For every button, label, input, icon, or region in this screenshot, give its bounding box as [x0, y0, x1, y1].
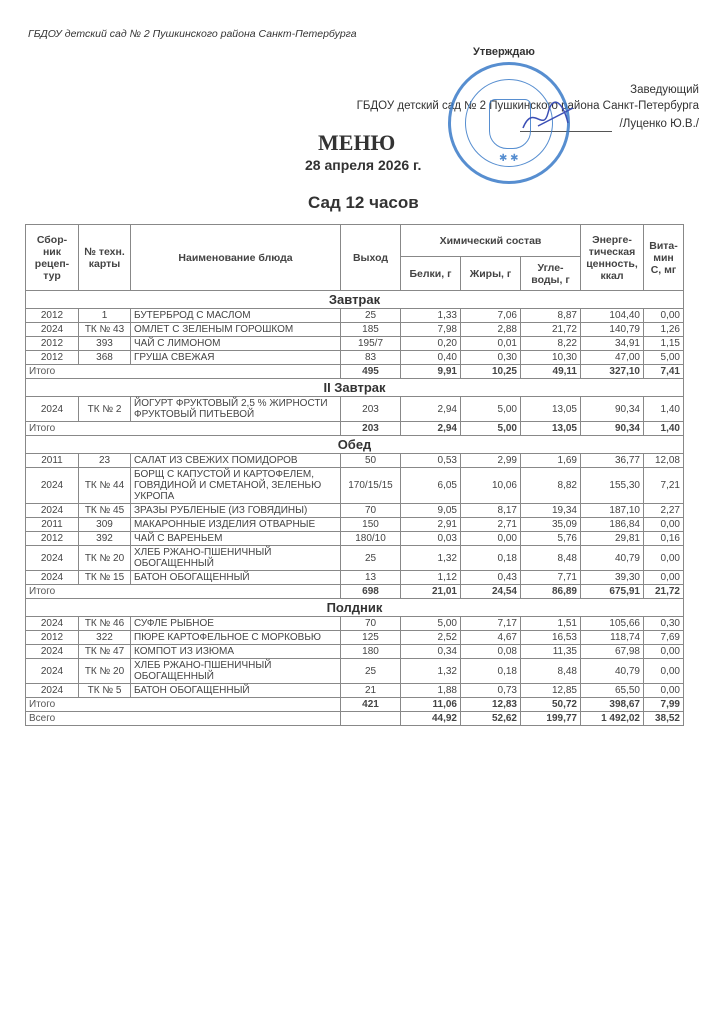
- table-cell: 7,69: [644, 631, 684, 645]
- table-cell: 0,30: [644, 617, 684, 631]
- table-cell: 2,94: [401, 397, 461, 422]
- section-header: [26, 436, 684, 454]
- table-cell: 105,66: [581, 617, 644, 631]
- table-row: [26, 684, 684, 698]
- table-cell: 2024: [26, 684, 79, 698]
- section-header: [26, 379, 684, 397]
- table-cell: МАКАРОННЫЕ ИЗДЕЛИЯ ОТВАРНЫЕ: [131, 518, 341, 532]
- subtotal-cell: 5,00: [461, 422, 521, 436]
- table-cell: 1,51: [521, 617, 581, 631]
- table-row: [26, 546, 684, 571]
- table-cell: 2024: [26, 571, 79, 585]
- col-dish-name: Наименование блюда: [131, 225, 341, 291]
- table-row: [26, 309, 684, 323]
- table-cell: 203: [341, 397, 401, 422]
- table-cell: 0,00: [644, 571, 684, 585]
- col-fats: Жиры, г: [461, 257, 521, 291]
- table-cell: ТК № 15: [79, 571, 131, 585]
- table-cell: 0,30: [461, 351, 521, 365]
- table-cell: 2012: [26, 631, 79, 645]
- table-cell: 1,32: [401, 659, 461, 684]
- subtotal-label: Итого: [26, 698, 341, 712]
- table-cell: ТК № 47: [79, 645, 131, 659]
- table-cell: 2,88: [461, 323, 521, 337]
- menu-table: [25, 224, 684, 726]
- grand-total-cell: 52,62: [461, 712, 521, 726]
- group-title: Сад 12 часов: [308, 193, 419, 212]
- table-cell: 118,74: [581, 631, 644, 645]
- table-cell: 0,00: [644, 546, 684, 571]
- table-cell: 21: [341, 684, 401, 698]
- table-cell: 0,73: [461, 684, 521, 698]
- table-cell: 2,52: [401, 631, 461, 645]
- subtotal-label: Итого: [26, 585, 341, 599]
- col-proteins: Белки, г: [401, 257, 461, 291]
- table-row: [26, 468, 684, 504]
- table-cell: 7,21: [644, 468, 684, 504]
- table-cell: 34,91: [581, 337, 644, 351]
- table-cell: 2024: [26, 546, 79, 571]
- table-cell: 140,79: [581, 323, 644, 337]
- table-cell: 150: [341, 518, 401, 532]
- table-cell: 65,50: [581, 684, 644, 698]
- table-cell: 11,35: [521, 645, 581, 659]
- table-cell: 180/10: [341, 532, 401, 546]
- table-cell: 36,77: [581, 454, 644, 468]
- table-cell: ЧАЙ С ЛИМОНОМ: [131, 337, 341, 351]
- table-cell: 2024: [26, 323, 79, 337]
- table-cell: 1: [79, 309, 131, 323]
- subtotal-cell: 675,91: [581, 585, 644, 599]
- table-cell: 185: [341, 323, 401, 337]
- table-cell: 1,26: [644, 323, 684, 337]
- table-cell: 8,22: [521, 337, 581, 351]
- table-cell: 2011: [26, 454, 79, 468]
- table-cell: 0,08: [461, 645, 521, 659]
- subtotal-cell: 495: [341, 365, 401, 379]
- subtotal-cell: 7,99: [644, 698, 684, 712]
- table-cell: ЙОГУРТ ФРУКТОВЫЙ 2,5 % ЖИРНОСТИ ФРУКТОВЫЙ ПИТЬЕВОЙ: [131, 397, 341, 422]
- table-cell: 8,48: [521, 659, 581, 684]
- table-cell: 23: [79, 454, 131, 468]
- subtotal-cell: 7,41: [644, 365, 684, 379]
- subtotal-label: Итого: [26, 422, 341, 436]
- approve-label: Утверждаю: [473, 46, 535, 58]
- table-cell: 2011: [26, 518, 79, 532]
- table-cell: 1,33: [401, 309, 461, 323]
- subtotal-cell: 86,89: [521, 585, 581, 599]
- table-cell: 392: [79, 532, 131, 546]
- table-cell: 6,05: [401, 468, 461, 504]
- table-row: [26, 351, 684, 365]
- table-cell: 0,20: [401, 337, 461, 351]
- table-cell: 104,40: [581, 309, 644, 323]
- head-name: /Луценко Ю.В./: [619, 118, 699, 130]
- table-cell: ТК № 5: [79, 684, 131, 698]
- menu-title: МЕНЮ: [318, 130, 396, 155]
- table-cell: 0,53: [401, 454, 461, 468]
- table-cell: ПЮРЕ КАРТОФЕЛЬНОЕ С МОРКОВЬЮ: [131, 631, 341, 645]
- table-cell: ЧАЙ С ВАРЕНЬЕМ: [131, 532, 341, 546]
- subtotal-cell: 1,40: [644, 422, 684, 436]
- table-cell: 8,87: [521, 309, 581, 323]
- table-cell: 40,79: [581, 659, 644, 684]
- table-cell: 2,71: [461, 518, 521, 532]
- table-cell: 186,84: [581, 518, 644, 532]
- subtotal-row: [26, 365, 684, 379]
- table-cell: 47,00: [581, 351, 644, 365]
- table-cell: 0,34: [401, 645, 461, 659]
- table-cell: 195/7: [341, 337, 401, 351]
- col-chem-composition: Химический состав: [401, 225, 581, 257]
- subtotal-cell: 11,06: [401, 698, 461, 712]
- table-cell: 90,34: [581, 397, 644, 422]
- grand-total-cell: 199,77: [521, 712, 581, 726]
- table-cell: 50: [341, 454, 401, 468]
- subtotal-row: [26, 585, 684, 599]
- table-cell: 25: [341, 309, 401, 323]
- table-cell: 12,08: [644, 454, 684, 468]
- table-cell: БАТОН ОБОГАЩЕННЫЙ: [131, 571, 341, 585]
- table-cell: 368: [79, 351, 131, 365]
- table-cell: ТК № 46: [79, 617, 131, 631]
- table-cell: 39,30: [581, 571, 644, 585]
- head-organization: ГБДОУ детский сад № 2 Пушкинского района Санкт-Петербурга: [356, 100, 699, 112]
- table-cell: 7,98: [401, 323, 461, 337]
- table-cell: САЛАТ ИЗ СВЕЖИХ ПОМИДОРОВ: [131, 454, 341, 468]
- table-cell: 0,40: [401, 351, 461, 365]
- subtotal-cell: 13,05: [521, 422, 581, 436]
- table-cell: 125: [341, 631, 401, 645]
- grand-total-cell: 44,92: [401, 712, 461, 726]
- subtotal-row: [26, 698, 684, 712]
- head-position: Заведующий: [630, 84, 699, 96]
- col-vitamin-c: Вита-мин С, мг: [644, 225, 684, 291]
- table-row: [26, 631, 684, 645]
- table-cell: 21,72: [521, 323, 581, 337]
- subtotal-cell: 90,34: [581, 422, 644, 436]
- table-cell: 0,00: [461, 532, 521, 546]
- subtotal-cell: 698: [341, 585, 401, 599]
- table-cell: ХЛЕБ РЖАНО-ПШЕНИЧНЫЙ ОБОГАЩЕННЫЙ: [131, 546, 341, 571]
- table-row: [26, 659, 684, 684]
- table-cell: ГРУША СВЕЖАЯ: [131, 351, 341, 365]
- table-cell: 0,18: [461, 546, 521, 571]
- table-cell: ТК № 44: [79, 468, 131, 504]
- table-cell: 0,43: [461, 571, 521, 585]
- table-cell: 187,10: [581, 504, 644, 518]
- table-cell: 0,00: [644, 684, 684, 698]
- table-row: [26, 337, 684, 351]
- table-row: [26, 617, 684, 631]
- section-title: Полдник: [26, 599, 684, 617]
- table-row: [26, 323, 684, 337]
- table-cell: 7,06: [461, 309, 521, 323]
- table-cell: 13: [341, 571, 401, 585]
- subtotal-cell: 327,10: [581, 365, 644, 379]
- table-cell: 5,76: [521, 532, 581, 546]
- table-cell: 2,99: [461, 454, 521, 468]
- table-cell: 2012: [26, 337, 79, 351]
- table-cell: 5,00: [401, 617, 461, 631]
- col-carbs: Угле-воды, г: [521, 257, 581, 291]
- table-cell: 309: [79, 518, 131, 532]
- table-row: [26, 454, 684, 468]
- table-cell: 10,06: [461, 468, 521, 504]
- table-cell: ХЛЕБ РЖАНО-ПШЕНИЧНЫЙ ОБОГАЩЕННЫЙ: [131, 659, 341, 684]
- grand-total-cell: 1 492,02: [581, 712, 644, 726]
- table-cell: 2024: [26, 659, 79, 684]
- table-cell: 2024: [26, 468, 79, 504]
- table-cell: 2012: [26, 532, 79, 546]
- subtotal-label: Итого: [26, 365, 341, 379]
- table-cell: ОМЛЕТ С ЗЕЛЕНЫМ ГОРОШКОМ: [131, 323, 341, 337]
- table-cell: ТК № 43: [79, 323, 131, 337]
- table-cell: 9,05: [401, 504, 461, 518]
- menu-date: 28 апреля 2026 г.: [305, 157, 422, 173]
- table-cell: 7,17: [461, 617, 521, 631]
- table-row: [26, 518, 684, 532]
- table-cell: БАТОН ОБОГАЩЕННЫЙ: [131, 684, 341, 698]
- subtotal-cell: 24,54: [461, 585, 521, 599]
- table-cell: 35,09: [521, 518, 581, 532]
- table-cell: 19,34: [521, 504, 581, 518]
- table-cell: БУТЕРБРОД С МАСЛОМ: [131, 309, 341, 323]
- table-row: [26, 571, 684, 585]
- table-cell: 29,81: [581, 532, 644, 546]
- table-cell: 83: [341, 351, 401, 365]
- table-cell: 25: [341, 659, 401, 684]
- table-cell: СУФЛЕ РЫБНОЕ: [131, 617, 341, 631]
- section-header: [26, 599, 684, 617]
- table-cell: 70: [341, 617, 401, 631]
- section-title: Завтрак: [26, 291, 684, 309]
- table-cell: ТК № 20: [79, 546, 131, 571]
- table-cell: 7,71: [521, 571, 581, 585]
- grand-total-row: [26, 712, 684, 726]
- table-cell: 2024: [26, 645, 79, 659]
- subtotal-cell: 50,72: [521, 698, 581, 712]
- table-cell: 12,85: [521, 684, 581, 698]
- grand-total-label: Всего: [26, 712, 341, 726]
- subtotal-cell: 12,83: [461, 698, 521, 712]
- table-row: [26, 504, 684, 518]
- table-cell: КОМПОТ ИЗ ИЗЮМА: [131, 645, 341, 659]
- table-cell: 393: [79, 337, 131, 351]
- table-cell: 10,30: [521, 351, 581, 365]
- table-cell: 8,48: [521, 546, 581, 571]
- table-cell: ТК № 2: [79, 397, 131, 422]
- subtotal-cell: 398,67: [581, 698, 644, 712]
- table-cell: 1,12: [401, 571, 461, 585]
- col-energy: Энерге-тическая ценность, ккал: [581, 225, 644, 291]
- grand-total-cell: 38,52: [644, 712, 684, 726]
- table-cell: ТК № 20: [79, 659, 131, 684]
- subtotal-cell: 2,94: [401, 422, 461, 436]
- table-cell: 2012: [26, 351, 79, 365]
- table-cell: 0,00: [644, 309, 684, 323]
- table-cell: 0,01: [461, 337, 521, 351]
- table-cell: 1,40: [644, 397, 684, 422]
- table-cell: 8,82: [521, 468, 581, 504]
- table-cell: 2024: [26, 617, 79, 631]
- table-cell: 1,69: [521, 454, 581, 468]
- table-cell: 2024: [26, 397, 79, 422]
- table-cell: 4,67: [461, 631, 521, 645]
- table-cell: 1,15: [644, 337, 684, 351]
- subtotal-cell: 421: [341, 698, 401, 712]
- table-cell: 40,79: [581, 546, 644, 571]
- table-cell: 180: [341, 645, 401, 659]
- table-cell: 170/15/15: [341, 468, 401, 504]
- table-row: [26, 397, 684, 422]
- grand-total-cell: [341, 712, 401, 726]
- section-header: [26, 291, 684, 309]
- table-row: [26, 532, 684, 546]
- table-cell: 2024: [26, 504, 79, 518]
- col-yield: Выход: [341, 225, 401, 291]
- subtotal-cell: 10,25: [461, 365, 521, 379]
- table-cell: 2,27: [644, 504, 684, 518]
- subtotal-cell: 49,11: [521, 365, 581, 379]
- table-cell: 1,32: [401, 546, 461, 571]
- subtotal-cell: 21,01: [401, 585, 461, 599]
- table-cell: 16,53: [521, 631, 581, 645]
- table-cell: 1,88: [401, 684, 461, 698]
- organization-header: ГБДОУ детский сад № 2 Пушкинского района Санкт-Петербурга: [28, 28, 357, 40]
- table-cell: БОРЩ С КАПУСТОЙ И КАРТОФЕЛЕМ, ГОВЯДИНОЙ И СМЕТАНОЙ, ЗЕЛЕНЬЮ УКРОПА: [131, 468, 341, 504]
- subtotal-cell: 9,91: [401, 365, 461, 379]
- table-cell: 0,18: [461, 659, 521, 684]
- col-collection: Сбор-ник рецеп-тур: [26, 225, 79, 291]
- col-tech-card: № техн. карты: [79, 225, 131, 291]
- table-cell: 5,00: [644, 351, 684, 365]
- table-cell: 13,05: [521, 397, 581, 422]
- section-title: Обед: [26, 436, 684, 454]
- table-cell: 8,17: [461, 504, 521, 518]
- table-cell: 2,91: [401, 518, 461, 532]
- table-cell: ТК № 45: [79, 504, 131, 518]
- table-cell: ЗРАЗЫ РУБЛЕНЫЕ (ИЗ ГОВЯДИНЫ): [131, 504, 341, 518]
- table-cell: 67,98: [581, 645, 644, 659]
- table-cell: 0,00: [644, 518, 684, 532]
- stars-icon: ✱ ✱: [499, 153, 519, 164]
- table-cell: 0,03: [401, 532, 461, 546]
- table-cell: 2012: [26, 309, 79, 323]
- table-row: [26, 645, 684, 659]
- section-title: II Завтрак: [26, 379, 684, 397]
- table-cell: 70: [341, 504, 401, 518]
- table-cell: 0,00: [644, 645, 684, 659]
- table-cell: 5,00: [461, 397, 521, 422]
- table-cell: 0,00: [644, 659, 684, 684]
- signature-icon: [518, 98, 578, 138]
- subtotal-cell: 21,72: [644, 585, 684, 599]
- table-cell: 25: [341, 546, 401, 571]
- table-cell: 322: [79, 631, 131, 645]
- table-cell: 155,30: [581, 468, 644, 504]
- subtotal-cell: 203: [341, 422, 401, 436]
- subtotal-row: [26, 422, 684, 436]
- table-cell: 0,16: [644, 532, 684, 546]
